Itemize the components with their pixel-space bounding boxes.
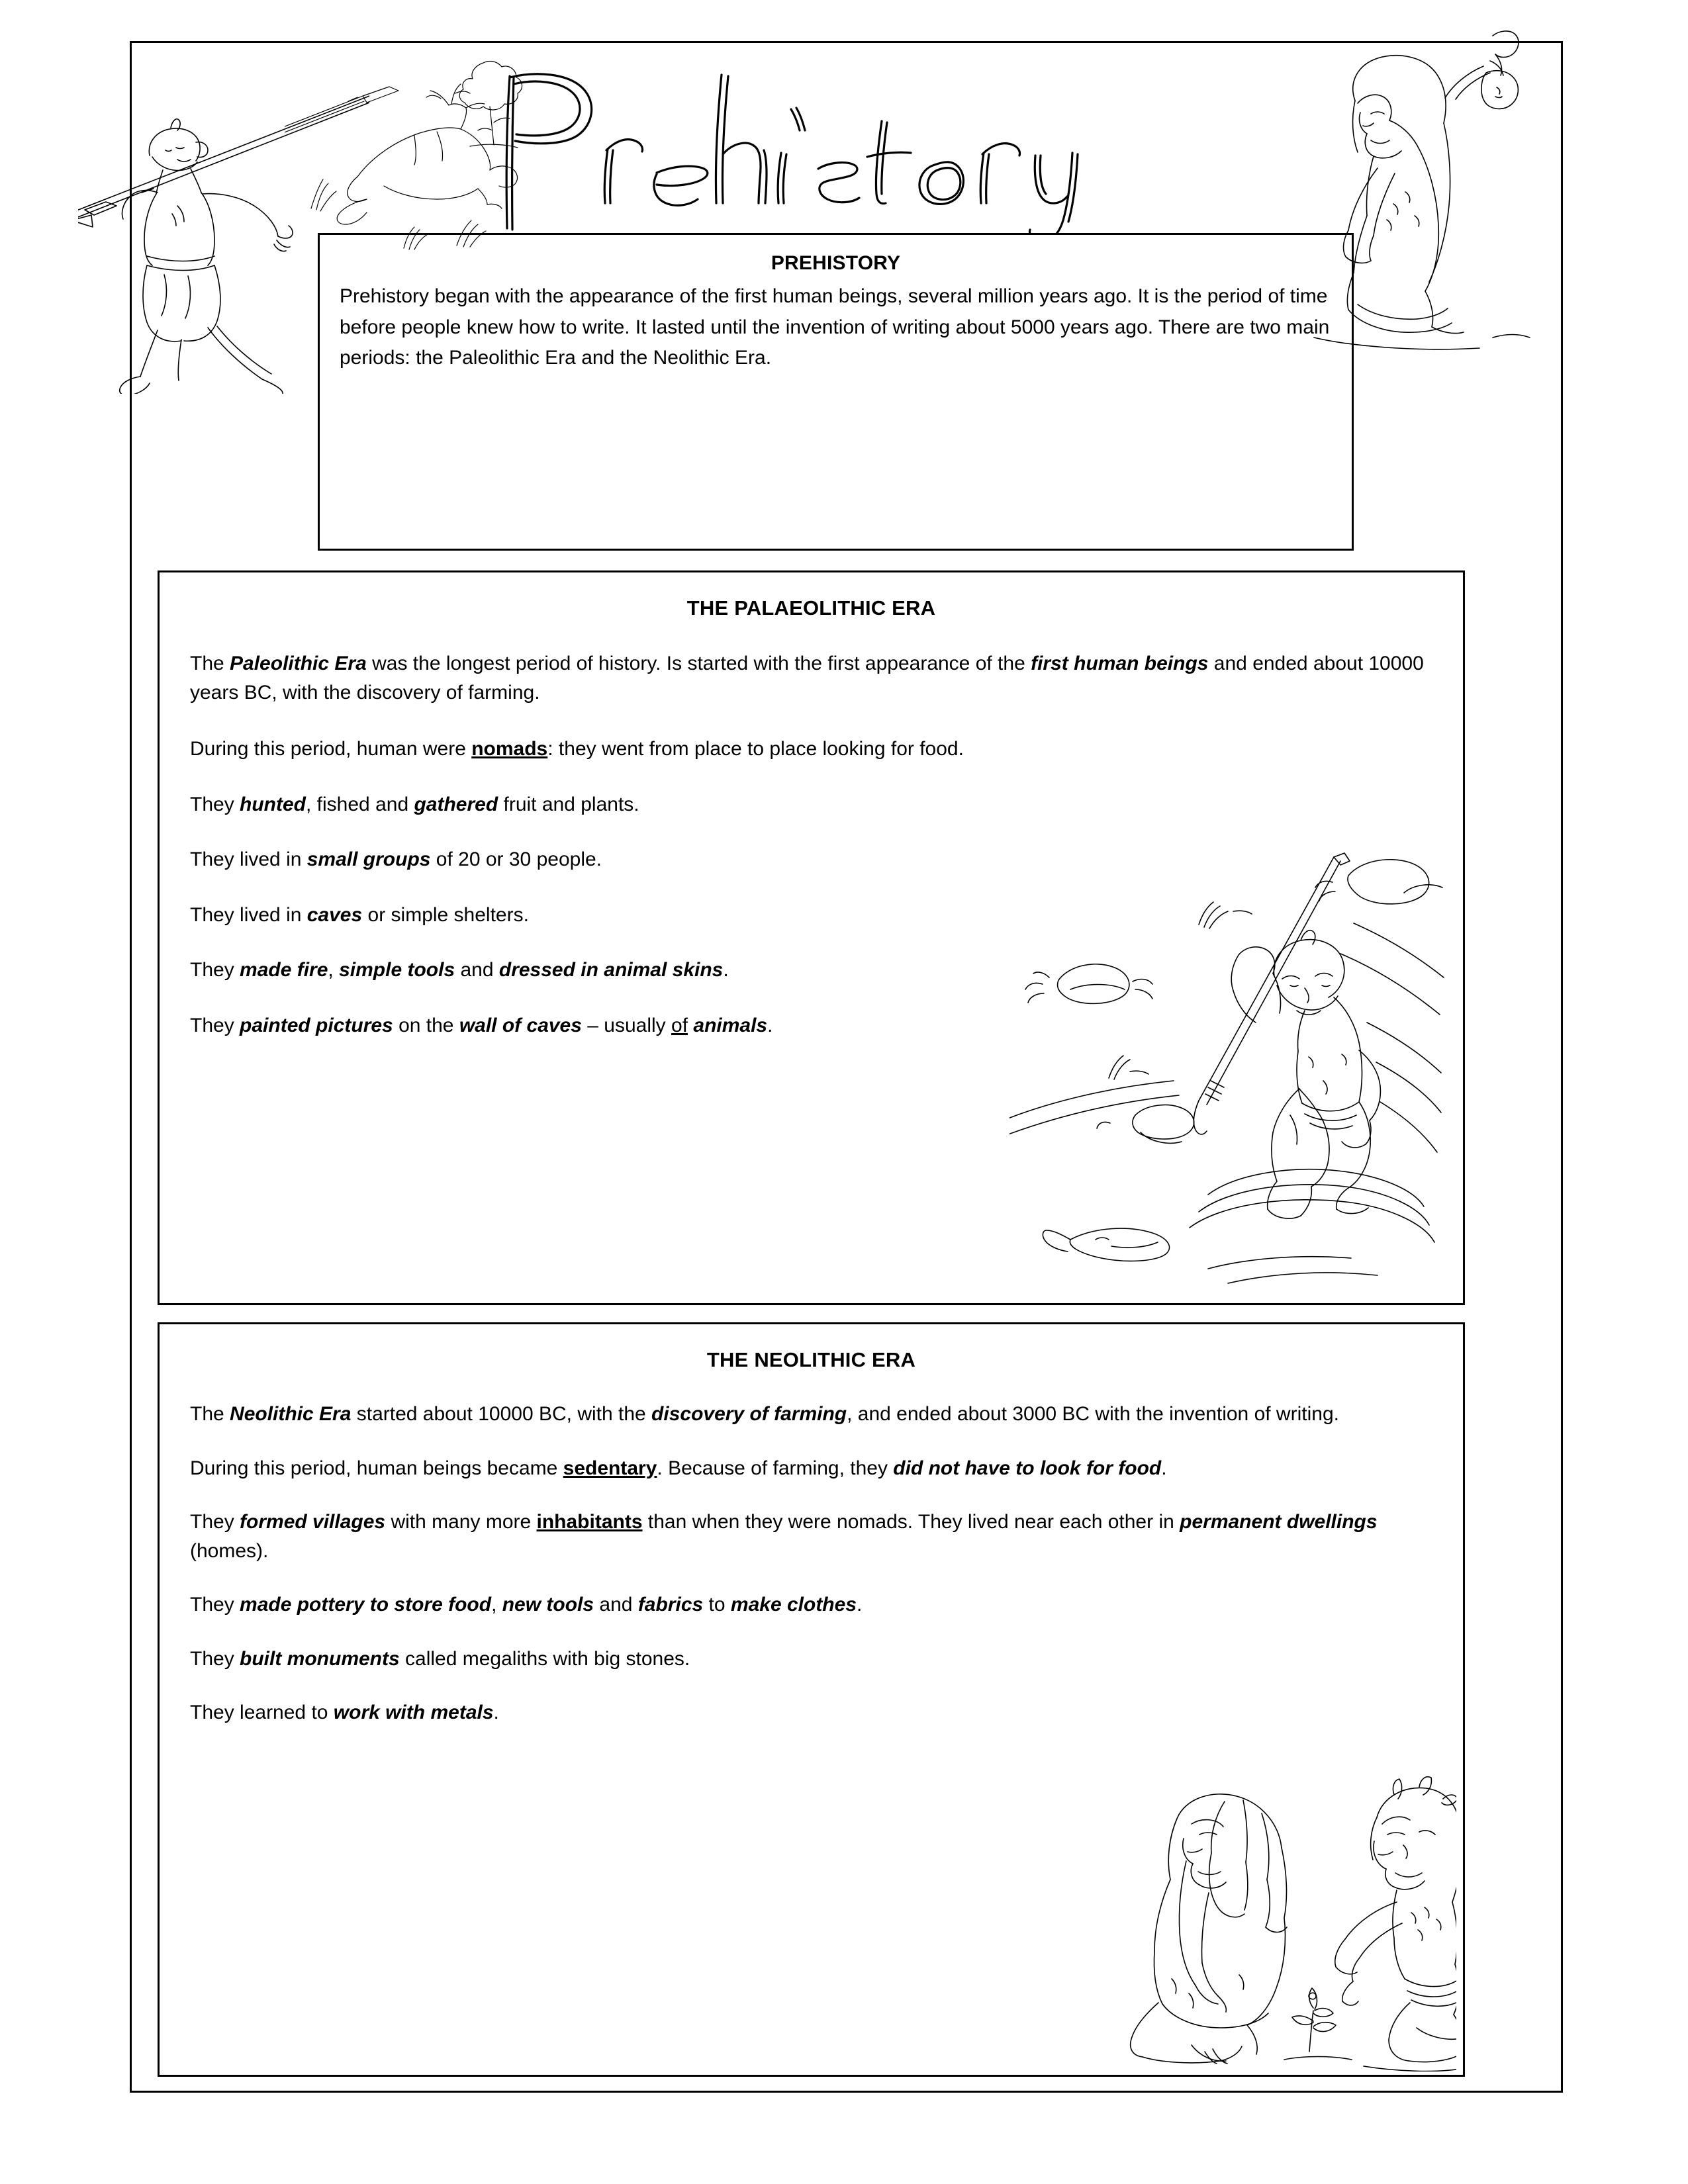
intro-body: Prehistory began with the appearance of the first human beings, several million years ago. It is the period of time before people knew how to write. It lasted until the invention of writing about 5000 years ago. There are two main periods: the Paleolithic Era and the Neolithic Era. [340,285,1330,369]
emphasis-bold-italic: small groups [306,848,431,870]
paragraph: During this period, human were nomads: they went from place to place looking for food. [190,738,964,760]
paragraph: They formed villages with many more inhabitants than when they were nomads. They lived near each other in permanent dwellings (homes). [190,1511,1378,1562]
emphasis-bold-italic: painted pictures [240,1014,393,1036]
emphasis-bold-italic: dressed in animal skins [498,959,724,981]
palaeolithic-heading: THE PALAEOLITHIC ERA [686,596,936,619]
palaeolithic-section-box [158,570,1465,1305]
emphasis-bold-italic: discovery of farming [651,1403,847,1425]
emphasis-bold-italic: work with metals [333,1702,494,1723]
paragraph: They made pottery to store food, new tools and fabrics to make clothes. [190,1594,863,1615]
emphasis-bold-italic: made fire [240,959,328,981]
paragraph: They learned to work with metals. [190,1702,499,1723]
emphasis-underline: of [671,1014,688,1036]
paragraph: The Neolithic Era started about 10000 BC, with the discovery of farming, and ended about 3000 BC with the invention of writing. [190,1403,1339,1425]
paragraph: They made fire, simple tools and dressed in animal skins. [190,959,729,981]
emphasis-bold-underline: sedentary [563,1457,657,1479]
emphasis-bold-italic: caves [306,903,363,926]
neolithic-heading: THE NEOLITHIC ERA [706,1348,916,1371]
paragraph: During this period, human beings became sedentary. Because of farming, they did not have to look for food. [190,1457,1167,1479]
palaeolithic-body [160,620,1463,1040]
emphasis-bold-italic: hunted [240,793,306,815]
emphasis-bold-underline: inhabitants [536,1511,643,1533]
emphasis-bold-italic: make clothes [730,1594,857,1615]
emphasis-bold-italic: fabrics [637,1594,704,1615]
paragraph: They hunted, fished and gathered fruit and plants. [190,793,639,815]
emphasis-bold-italic: wall of caves [459,1014,582,1036]
emphasis-bold-italic: formed villages [240,1511,386,1533]
paragraph: The Paleolithic Era was the longest period of history. Is started with the first appearance of the first human beings and ended about 10000 years BC, with the discovery of farming. [190,653,1424,704]
emphasis-bold-italic: animals [693,1014,768,1036]
paragraph: They lived in small groups of 20 or 30 people. [190,848,602,870]
emphasis-bold-underline: nomads [471,738,548,760]
emphasis-bold-italic: first human beings [1031,653,1209,674]
emphasis-bold-italic: new tools [502,1594,594,1615]
emphasis-bold-italic: did not have to look for food [893,1457,1162,1479]
emphasis-bold-italic: simple tools [339,959,455,981]
emphasis-bold-italic: gathered [414,793,498,815]
neolithic-section-box [158,1322,1465,2077]
emphasis-bold-italic: built monuments [240,1647,400,1670]
paragraph: They painted pictures on the wall of caves – usually of animals. [190,1014,773,1036]
intro-heading: PREHISTORY [771,252,901,274]
prehistory-intro-box [318,233,1354,551]
emphasis-bold-italic: Paleolithic Era [230,653,367,674]
emphasis-bold-italic: Neolithic Era [230,1403,352,1425]
neolithic-body [160,1372,1463,1727]
emphasis-bold-italic: permanent dwellings [1180,1511,1378,1533]
emphasis-bold-italic: made pottery to store food [240,1594,492,1615]
paragraph: They built monuments called megaliths with big stones. [190,1647,690,1670]
paragraph: They lived in caves or simple shelters. [190,903,529,926]
